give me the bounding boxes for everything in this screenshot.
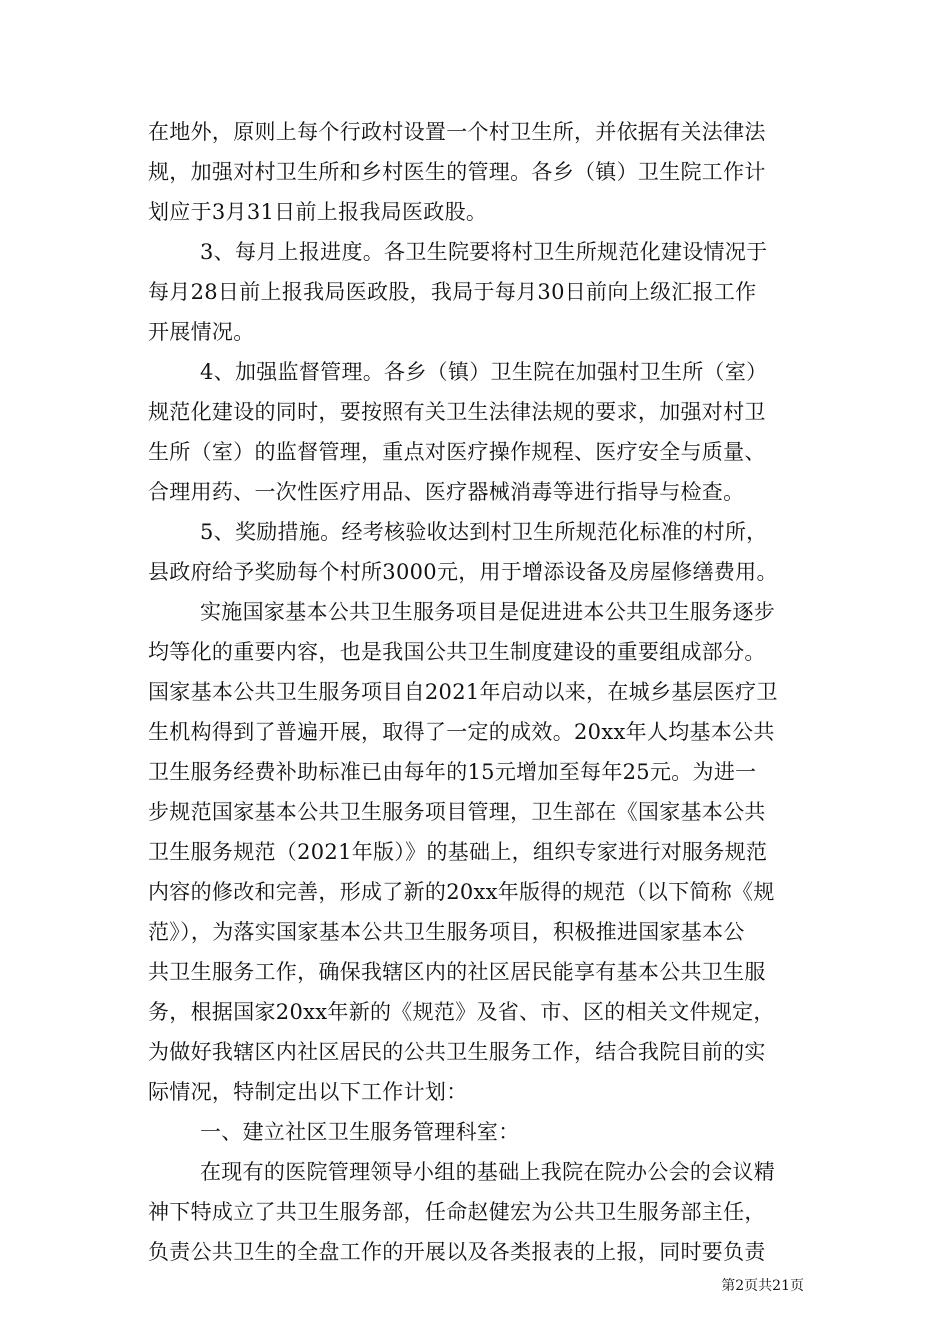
text-line: 际情况，特制定出以下工作计划：: [148, 1080, 468, 1104]
text-line: 实施国家基本公共卫生服务项目是促进进本公共卫生服务逐步: [200, 600, 776, 624]
text-line: 负责公共卫生的全盘工作的开展以及各类报表的上报，同时要负责: [148, 1240, 766, 1264]
text-line: 为做好我辖区内社区居民的公共卫生服务工作，结合我院目前的实: [148, 1040, 766, 1064]
text-line: 开展情况。: [148, 320, 255, 344]
text-line: 规范化建设的同时，要按照有关卫生法律法规的要求，加强对村卫: [148, 400, 766, 424]
text-line: 在地外，原则上每个行政村设置一个村卫生所，并依据有关法律法: [148, 120, 766, 144]
text-line: 务，根据国家20xx年新的《规范》及省、市、区的相关文件规定，: [148, 1000, 775, 1024]
text-line: 卫生服务规范（2021年版）》的基础上，组织专家进行对服务规范: [148, 840, 768, 864]
page-number: 第2页共21页: [721, 1278, 804, 1294]
section-heading: 一、建立社区卫生服务管理科室：: [200, 1120, 520, 1144]
text-line: 合理用药、一次性医疗用品、医疗器械消毒等进行指导与检查。: [148, 480, 745, 504]
text-line: 县政府给予奖励每个村所3000元，用于增添设备及房屋修缮费用。: [148, 560, 778, 584]
text-line: 生所（室）的监督管理，重点对医疗操作规程、医疗安全与质量、: [148, 440, 766, 464]
text-line: 生机构得到了普遍开展，取得了一定的成效。20xx年人均基本公共: [148, 720, 775, 744]
text-line: 内容的修改和完善，形成了新的20xx年版得的规范（以下简称《规: [148, 880, 775, 904]
text-line: 每月28日前上报我局医政股，我局于每月30日前向上级汇报工作: [148, 280, 757, 304]
text-line: 范》），为落实国家基本公共卫生服务项目，积极推进国家基本公: [148, 920, 745, 944]
text-line: 均等化的重要内容，也是我国公共卫生制度建设的重要组成部分。: [148, 640, 766, 664]
text-line: 步规范国家基本公共卫生服务项目管理，卫生部在《国家基本公共: [148, 800, 766, 824]
text-line: 规，加强对村卫生所和乡村医生的管理。各乡（镇）卫生院工作计: [148, 160, 766, 184]
text-line: 划应于3月31日前上报我局医政股。: [148, 200, 488, 224]
page-footer: [0, 1274, 950, 1298]
text-line: 5、奖励措施。经考核验收达到村卫生所规范化标准的村所，: [200, 520, 768, 544]
text-line: 3、每月上报进度。各卫生院要将村卫生所规范化建设情况于: [200, 240, 768, 264]
text-line: 卫生服务经费补助标准已由每年的15元增加至每年25元。为进一: [148, 760, 757, 784]
text-line: 神下特成立了共卫生服务部，任命赵健宏为公共卫生服务部主任，: [148, 1200, 766, 1224]
text-line: 共卫生服务工作，确保我辖区内的社区居民能享有基本公共卫生服: [148, 960, 766, 984]
text-line: 国家基本公共卫生服务项目自2021年启动以来，在城乡基层医疗卫: [148, 680, 778, 704]
text-line: 4、加强监督管理。各乡（镇）卫生院在加强村卫生所（室）: [200, 360, 768, 384]
text-line: 在现有的医院管理领导小组的基础上我院在院办公会的会议精: [200, 1160, 776, 1184]
